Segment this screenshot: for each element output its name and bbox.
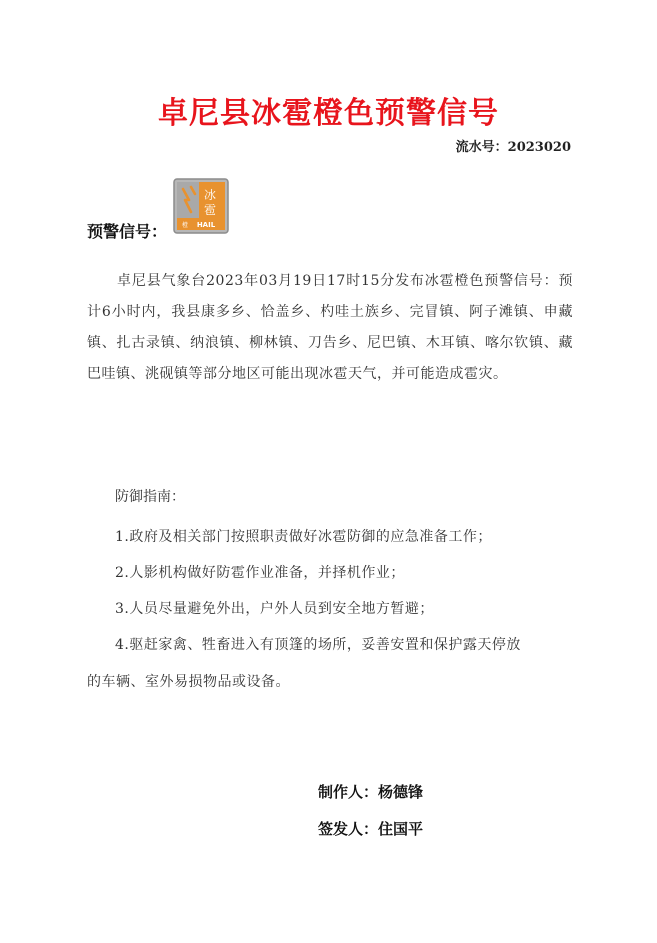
warning-body-text: 卓尼县气象台2023年03月19日17时15分发布冰雹橙色预警信号：预计6小时内，我县康多乡、恰盖乡、杓哇土族乡、完冒镇、阿子滩镇、申藏镇、扎古录镇、纳浪镇、柳林镇、刀告乡、尼巴镇、木耳镇、喀尔钦镇、藏巴哇镇、洮砚镇等部分地区可能出现冰雹天气，并可能造成雹灾。 (87, 273, 573, 382)
issuer-signature: 签发人：住国平 (318, 820, 424, 838)
warning-signal-label: 预警信号： (87, 222, 168, 241)
guide-title: 防御指南： (115, 489, 185, 505)
guide-item-4 (87, 627, 573, 701)
guide-item-2: 2.人影机构做好防雹作业准备，并择机作业； (115, 565, 405, 581)
serial-number: 流水号：2023020 (455, 140, 571, 155)
guide-item-4-line-2: 的车辆、室外易损物品或设备。 (87, 674, 290, 690)
svg-text:HAIL: HAIL (196, 221, 216, 229)
svg-text:雹: 雹 (203, 203, 217, 217)
page-title: 卓尼县冰雹橙色预警信号 (158, 96, 499, 131)
svg-text:橙: 橙 (182, 222, 189, 229)
maker-signature: 制作人：杨德锋 (318, 783, 424, 801)
guide-item-3: 3.人员尽量避免外出，户外人员到安全地方暂避； (115, 601, 434, 617)
guide-item-4-line-1: 4.驱赶家禽、牲畜进入有顶篷的场所，妥善安置和保护露天停放 (115, 637, 521, 653)
svg-text:冰: 冰 (203, 188, 217, 202)
hail-orange-warning-icon (173, 178, 229, 234)
guide-item-1: 1.政府及相关部门按照职责做好冰雹防御的应急准备工作； (115, 529, 492, 545)
